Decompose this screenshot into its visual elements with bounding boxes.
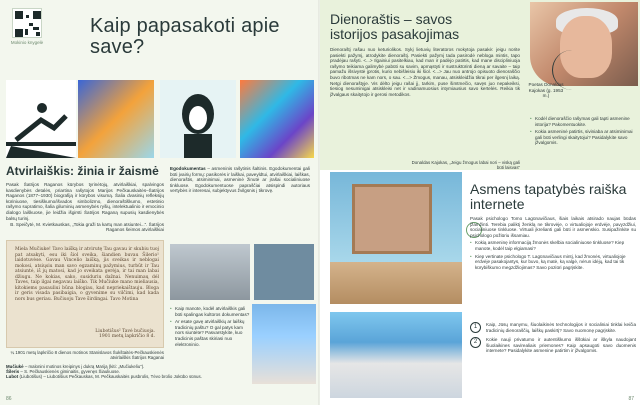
qr-label: Mokinio knygelė	[10, 40, 44, 45]
glossary-term: Mučiukė	[6, 364, 24, 369]
glossary-term: Šileris	[6, 369, 20, 375]
right-page	[320, 0, 640, 405]
selfie-group-photo	[252, 304, 316, 384]
identity-questions	[470, 240, 636, 270]
question-item: • Ar esate gavę atvirlaiškių ar laiškų tradicinių paštu? O gal patys kam nors siuntėte? Pasvarstykite, kuo tradicinis paštas skiriasi nuo elektroninio.	[170, 319, 250, 347]
egodocument-box	[170, 166, 310, 194]
letter-card	[6, 240, 164, 348]
numbered-text: Kaip, Jūsų manymu, šiuolaikinės technologijos ir socialiniai tinklai keičia tradicinių dienoraščių, laiškų paskirtį? Savo nuomonę pagrįskite.	[486, 322, 636, 333]
letter-citation: ¼ 1901 metų lapkričio 8 dienos motinos Stanislavos Šukštaitės-Pečkauskienės atvirlaiškis Šatrijos Raganai	[10, 350, 164, 361]
section-text: Pasak Šatrijos Raganos kūrybos tyrinėtojų, atvirlaiškiai, spalvingos kasdienybės detalės, priartina rašytojos Marijos Pečkauskaitės–Šatrijos Raganos (1877–1930) biografiją ir kūrybos visumą. Šalia dvasinių refleksijų kūriniuose, tiesiškumo/išvados simbolizmo, dienoraštiškumo, estetinio rašymo supratimo, šalia giluminių asmenybės ryšių, intelektualinio ir emocinio dialogo laiškuose, jie leidžia išgirsti Šatrijos Raganą supusių kasdienybės balsų turinį.	[6, 182, 164, 221]
question-item: • Kodėl dienoraščio rašymas gali tapti asmenine istorija? Pakomentuokite.	[530, 116, 634, 127]
numbered-text: Kokie nauji privatumo ir autentiškumo iššūkiai ar iškyla naudojant šiuolaikines savirealiais priemones? Kaip apsaugoti savo duomenis internete? Pasidalykite asmenine patirtim ir įžvalgomis.	[486, 337, 636, 354]
colorful-face-image	[78, 80, 154, 158]
numbered-item	[470, 337, 636, 354]
postcard-questions	[170, 306, 250, 349]
glossary-def: – S. Pečkauskienės giminaitis, gyvenęs Šiauliuose.	[20, 369, 120, 375]
diary-quote	[330, 47, 520, 97]
question-item: • Kaip manote, kodėl atvirlaiškis gali būti spalingas kultūros dokumentas?	[170, 306, 250, 317]
postcard-photo	[254, 244, 314, 300]
bridge-photo	[170, 244, 250, 300]
question-item: • Kiep vertinate psichologo T. Lagūnavičiaus mintį, kad žmonės, virtualiojoje erdvėje pasakojantys, kur buvo, ką matė, ką valgė, nėrun idėjų, kad tai tik kūrybiškumo megzdžiojimas? Savo poziūri pagrįskite.	[470, 254, 636, 271]
ground-shape	[330, 262, 462, 304]
left-header	[0, 0, 320, 76]
section-citation: B. Speičytė, M. Kvietkauskas, „Tokia graži ta kartų man atsiuntei...“. Šatrijos Raganos šeimos atvirlaiškiai	[10, 222, 164, 233]
qr-code-icon[interactable]	[12, 8, 42, 38]
portrait-caption: Poetas Donaldas Kajokas (g. 1953 m.)	[528, 82, 564, 99]
letter-sig1: Liubotišus² Tavė bučiuoja.	[95, 329, 155, 334]
picture-frame	[352, 184, 432, 254]
numbered-questions	[470, 322, 636, 358]
glossary-term: Lubot	[6, 374, 19, 380]
number-badge: 2	[470, 337, 481, 348]
glossary-def: (Liubotišus) – Liubotišius Pečkauskas, M. Pečkauskaitės pusbrolis, Tėvo brolio Jokūbo sūnus.	[19, 374, 202, 380]
page-number-right: 87	[628, 396, 634, 402]
diary-questions	[530, 116, 634, 148]
glossary-def: – malonini motinos kreipinys į dukrą Mariją (kiti: „Mučiukeliu“).	[24, 364, 145, 369]
letter-signature	[95, 329, 155, 339]
diary-text: Dienoraštį rašau nuo keturiolikos. Sykį lietuvių literatūros mokytoja pasakė: jeigu norite pasiekti pažymį, atrodykite dienoraštį. Pasiekti pažymį tada pasirodė nebloga mintis, tapo pradėjau rašyti. <...> Ilgainiui pasitelkiau, kad man ir padėjo patirtis, kad mane discipliniuoja rašymo teikiama galimybė pabūti su savim, apmąstyti ir sustruktūrinti dieną ar savaite – taip pamažu išsivystė įprotis, kurio nebišleisiu iki šiol. <...> Jau nuo antrojo opisuoto dienoraščio buvo ribotmas ne kam nors, o sau. <...> Žmogus, manau, atsiskleidžia tikrai per ilgesnį laiką. Netgi dienoraštyje. Vis dėlto jeigu rašai jį, tarkim, puse šimtmečio, savęs juo nepakeiksi, tiesiog nesuminigai atsiskleisi net ir vadinamuosius intymiausius savo kertelės. Reikia tik įžvalgaus skaitytojo ir gerosi metodikos.	[330, 47, 520, 97]
numbered-item	[470, 322, 636, 333]
identity-section	[470, 182, 636, 272]
ego-term: Egodokumentas	[170, 166, 206, 171]
diary-title: Dienoraštis – savos istorijos pasakojimas	[330, 11, 460, 42]
letter-sig2: 1901 metų lapkričio 8 d.	[99, 334, 155, 339]
portrait-drawing-image	[160, 80, 236, 158]
section-heading: Atvirlaiškis: žinia ir žaismė	[6, 164, 159, 178]
diary-citation: Donaldas Kajokas, „Jeigu žmogus labai nori – viską gali būti laisvas“	[411, 160, 520, 171]
identity-heading: Asmens tapatybės raiška internete	[470, 181, 627, 212]
question-item: • Kokią asmeninę informaciją žmonės skelbia socialiniuose tinkluose? Kiep manote, kodėl taip elgiamasi?	[470, 240, 636, 251]
abstract-face-image	[240, 80, 314, 158]
group-selfie-photo	[330, 312, 462, 398]
ego-definition: – asmeninis rašytinis šaltinis. Egodokumentai gali būti įvairių formų: pasikorės ir laiškai, paveyldtui, atvirlaiškiai, laiškas, dienoraštis, atsiminimai, asmeninė žinutė ar įrašai socialiniuose tinkluose. Egodokumentuose papraščiai atsispindi autoriaus vertybės ir interesai, subjektyvus žvilgsnis į tikrovę.	[170, 166, 310, 194]
letter-text: Miela Mučiuke! Tavo laišką ir atvirutę Tau gavau ir skubiu tuoj pat atsakyti, esu iki šiol sveika, šiandien buvau Šilerio¹ laidotuvėse. Gavau Vincelio laišką, jis sveikas ir neblogai mokosi, atsiųsiu man savo egzaminų pažymius, turbūt ir Tau atsiuntė, iš jų matosi, kad jo sveikata gerėja, ir tai man labai džiugu. Ne kokias, sako, susiduriu dažnai. Nenuimaų dėl Taves, taip ilgai negavau laiško. Tik Mučiuke mano mieliausia, kitokiems pasauliui būna blogiau, kad nepriekaištauju. Bloga ir geris visada pasibaigia, o gyvenime su vilčimi, kad kada nors bus geriau. Bučiuoju Tave širdingai. Tavo Motina	[15, 247, 159, 302]
page-title: Kaip papasakoti apie save?	[90, 15, 280, 58]
page-number-left: 86	[6, 396, 12, 402]
number-badge: 1	[470, 322, 481, 333]
shadow-figure-image	[6, 80, 76, 158]
identity-text: Pasak psichologo Tomo Lagūnavičiaus, šiais laikais atsirado naujas būdas įžamžinti. Terebia paliktį ženklą ne tikrovėje, o virtualiojoje erdvėje, pavyzdžiui, socialiniuose tinkluose. Virtuali įkrelianti gali būti ir asmenskio. Susipažinkite su psichologo požiūriu išsamiau.	[470, 216, 636, 238]
frame-photo	[330, 172, 462, 304]
question-item: • Kokia asmeninė patirtis, siviniaba ar atsiminimai gali būti verlingi skaitytojui? Pasidalykite savo įžvalgomis.	[530, 129, 634, 146]
